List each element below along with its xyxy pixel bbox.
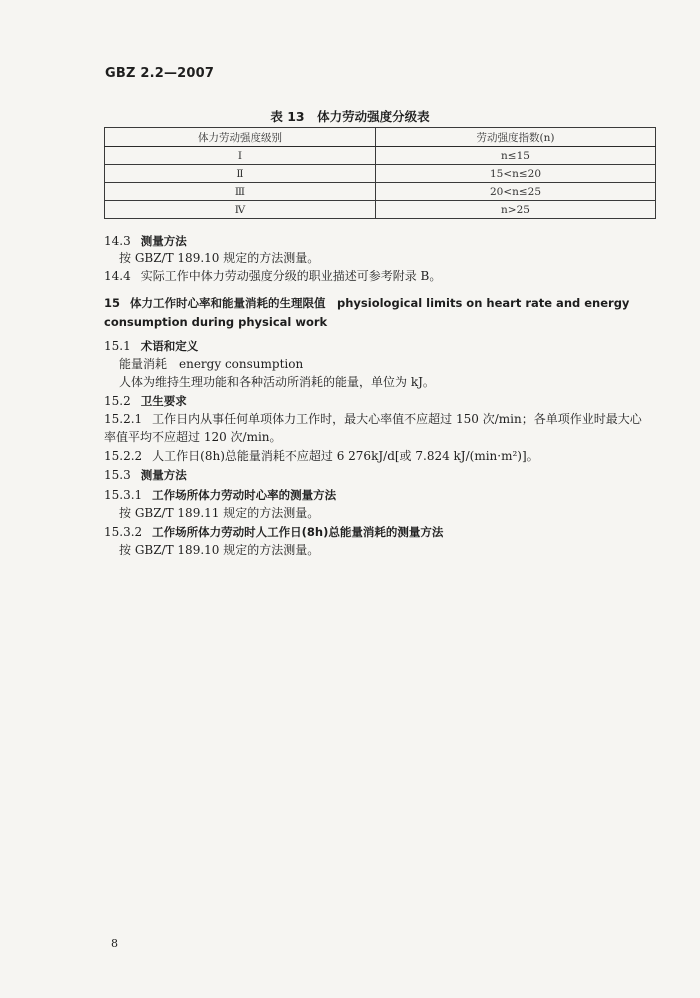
clause-heading-15-3-1 (104, 487, 660, 503)
section-14-4 (104, 268, 660, 284)
section-heading-14-3 (104, 233, 660, 249)
column-header-grade: 体力劳动强度级别 (105, 128, 376, 147)
table-caption: 表 13 体力劳动强度分级表 (270, 109, 430, 124)
paragraph-15-3-2: 按 GBZ/T 189.10 规定的方法测量。 (119, 543, 320, 557)
section-number: 15 (104, 296, 121, 310)
section-title: 术语和定义 (140, 339, 199, 353)
index-cell: 20<n≤25 (376, 183, 656, 201)
section-number: 15.3.1 (104, 488, 143, 502)
clause-heading-15-3-2 (104, 524, 660, 540)
table-header-row (105, 128, 656, 147)
index-cell: n>25 (376, 201, 656, 219)
section-title: 卫生要求 (140, 394, 187, 408)
document-code: GBZ 2.2—2007 (105, 66, 215, 81)
grade-cell: Ⅲ (105, 183, 376, 201)
term-entry: 能量消耗 energy consumption (119, 357, 304, 371)
section-number: 14.4 (104, 269, 131, 283)
section-heading-15-2 (104, 393, 660, 409)
section-title: 体力工作时心率和能量消耗的生理限值 physiological limits on heart rate and energy consumption during physical work (104, 296, 630, 329)
section-heading-15-3 (104, 467, 660, 483)
section-heading-15 (104, 294, 660, 332)
section-heading-15-1 (104, 338, 660, 354)
section-number: 14.3 (104, 234, 131, 248)
paragraph-15-3-1: 按 GBZ/T 189.11 规定的方法测量。 (119, 506, 320, 520)
paragraph-14-3: 按 GBZ/T 189.10 规定的方法测量。 (119, 251, 320, 265)
section-title: 测量方法 (140, 468, 187, 482)
section-title: 测量方法 (140, 234, 187, 248)
clause-title: 工作场所体力劳动时人工作日(8h)总能量消耗的测量方法 (152, 525, 444, 539)
clause-15-2-1-continued: 率值平均不应超过 120 次/min。 (104, 430, 282, 444)
term-definition: 人体为维持生理功能和各种活动所消耗的能量，单位为 kJ。 (119, 375, 435, 389)
clause-15-2-2 (104, 448, 660, 464)
index-cell: n≤15 (376, 147, 656, 165)
clause-15-2-1 (104, 411, 660, 427)
table-row (105, 147, 656, 165)
section-number: 15.2.2 (104, 449, 143, 463)
clause-text: 工作日内从事任何单项体力工作时，最大心率值不应超过 150 次/min；各单项作业时最大心 (152, 412, 642, 426)
section-number: 15.2 (104, 394, 131, 408)
table-row (105, 201, 656, 219)
page-number: 8 (111, 937, 118, 950)
clause-title: 工作场所体力劳动时心率的测量方法 (152, 488, 337, 502)
section-number: 15.1 (104, 339, 131, 353)
section-text: 实际工作中体力劳动强度分级的职业描述可参考附录 B。 (140, 269, 442, 283)
section-number: 15.3.2 (104, 525, 143, 539)
section-number: 15.3 (104, 468, 131, 482)
table-row (105, 183, 656, 201)
grade-cell: Ⅳ (105, 201, 376, 219)
column-header-index: 劳动强度指数(n) (376, 128, 656, 147)
section-number: 15.2.1 (104, 412, 143, 426)
clause-text: 人工作日(8h)总能量消耗不应超过 6 276kJ/d[或 7.824 kJ/(min·m²)]。 (152, 449, 539, 463)
grade-cell: Ⅰ (105, 147, 376, 165)
labor-intensity-table (104, 127, 656, 219)
index-cell: 15<n≤20 (376, 165, 656, 183)
grade-cell: Ⅱ (105, 165, 376, 183)
table-row (105, 165, 656, 183)
